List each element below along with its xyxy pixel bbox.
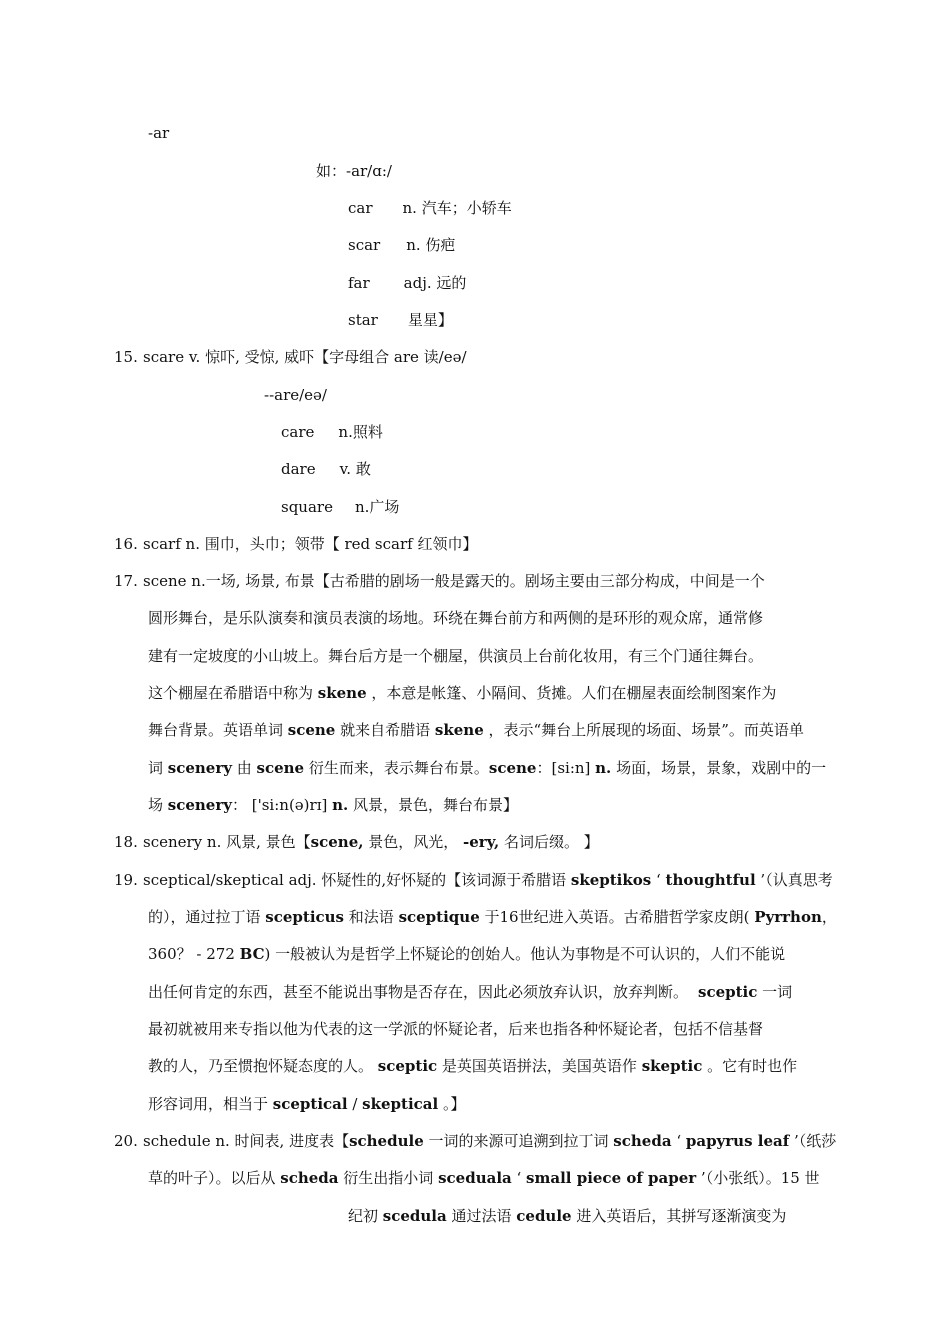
word-item xyxy=(281,422,383,442)
entry-text: schedule n. 时间表, 进度表【schedule 一词的来源可追溯到拉丁词 scheda ‘ papyrus leaf ’（纸莎 xyxy=(143,1132,837,1150)
word: star xyxy=(348,311,378,329)
word: care xyxy=(281,423,315,441)
word: dare xyxy=(281,460,316,478)
entry-19-line: 出任何肯定的东西，甚至不能说出事物是否存在，因此必须放弃认识，放弃判断。 sceptic 一词 xyxy=(148,983,793,1001)
sub-label: --are/eə/ xyxy=(264,386,327,404)
word-item xyxy=(281,459,371,479)
meaning: n.广场 xyxy=(354,498,400,516)
word-item xyxy=(281,497,399,517)
entry-17-line: 词 scenery 由 scene 衍生而来，表示舞台布景。scene：[si:n] n. 场面，场景，景象，戏剧中的一 xyxy=(148,759,827,777)
entry-number: 16. xyxy=(114,535,138,553)
entry-17-line: 这个棚屋在希腊语中称为 skene ，本意是帐篷、小隔间、货摊。人们在棚屋表面绘制图案作为 xyxy=(148,684,777,702)
word: square xyxy=(281,498,333,516)
entry-19-line: 形容词用，相当于 sceptical / skeptical 。】 xyxy=(148,1095,466,1113)
word: scar xyxy=(348,236,381,254)
meaning: 星星】 xyxy=(407,311,453,329)
entry-number: 19. xyxy=(114,871,138,889)
entry-text: scene n.一场, 场景, 布景【古希腊的剧场一般是露天的。剧场主要由三部分构成，中间是一个 xyxy=(143,572,765,590)
entry-17-line: 场 scenery： ['si:n(ə)rɪ] n. 风景，景色，舞台布景】 xyxy=(148,796,519,814)
entry-17-line: 建有一定坡度的小山坡上。舞台后方是一个棚屋，供演员上台前化妆用，有三个门通往舞台。 xyxy=(148,647,764,665)
word-item xyxy=(348,273,466,293)
entry-number: 17. xyxy=(114,572,138,590)
meaning: n. 伤疤 xyxy=(406,236,456,254)
meaning: n. 汽车；小轿车 xyxy=(402,199,512,217)
entry-20-line: 纪初 scedula 通过法语 cedule 进入英语后，其拼写逐渐演变为 xyxy=(348,1207,787,1225)
word-item xyxy=(348,310,453,330)
meaning: adj. 远的 xyxy=(403,274,467,292)
word: far xyxy=(348,274,370,292)
entry-17-line: 圆形舞台，是乐队演奏和演员表演的场地。环绕在舞台前方和两侧的是环形的观众席，通常修 xyxy=(148,609,764,627)
entry-20-line: 草的叶子）。以后从 scheda 衍生出指小词 sceduala ‘ small piece of paper ’（小张纸）。15 世 xyxy=(148,1169,820,1187)
word: car xyxy=(348,199,373,217)
entry-number: 18. xyxy=(114,833,138,851)
entry-text: scare v. 惊吓, 受惊, 威吓【字母组合 are 读/eə/ xyxy=(143,348,467,366)
entry-17-line: 舞台背景。英语单词 scene 就来自希腊语 skene ，表示“舞台上所展现的场面、场景”。而英语单 xyxy=(148,721,804,739)
entry-19-line: 最初就被用来专指以他为代表的这一学派的怀疑论者，后来也指各种怀疑论者，包括不信基督 xyxy=(148,1020,764,1038)
suffix-heading: -ar xyxy=(148,124,170,142)
entry-19-line: 360？ - 272 BC) 一般被认为是哲学上怀疑论的创始人。他认为事物是不可认识的，人们不能说 xyxy=(148,945,786,963)
entry-19-line: 的），通过拉丁语 scepticus 和法语 sceptique 于16世纪进入英语。古希腊哲学家皮朗( Pyrrhon， xyxy=(148,908,837,926)
entry-number: 15. xyxy=(114,348,138,366)
word-item xyxy=(348,235,455,255)
entry-19-line: 教的人，乃至惯抱怀疑态度的人。 sceptic 是英国英语拼法，美国英语作 skeptic 。它有时也作 xyxy=(148,1057,798,1075)
entry-text: scenery n. 风景, 景色【scene, 景色，风光， -ery, 名词后缀。 】 xyxy=(143,833,599,851)
entry-text: scarf n. 围巾，头巾；领带【 red scarf 红领巾】 xyxy=(143,535,478,553)
meaning: v. 敢 xyxy=(339,460,371,478)
example-label: 如：-ar/ɑ:/ xyxy=(316,162,392,180)
entry-text: sceptical/skeptical adj. 怀疑性的,好怀疑的【该词源于希腊语 skeptikos ‘ thoughtful ’（认真思考 xyxy=(143,871,833,889)
meaning: n.照料 xyxy=(338,423,383,441)
entry-number: 20. xyxy=(114,1132,138,1150)
word-item xyxy=(348,198,512,218)
